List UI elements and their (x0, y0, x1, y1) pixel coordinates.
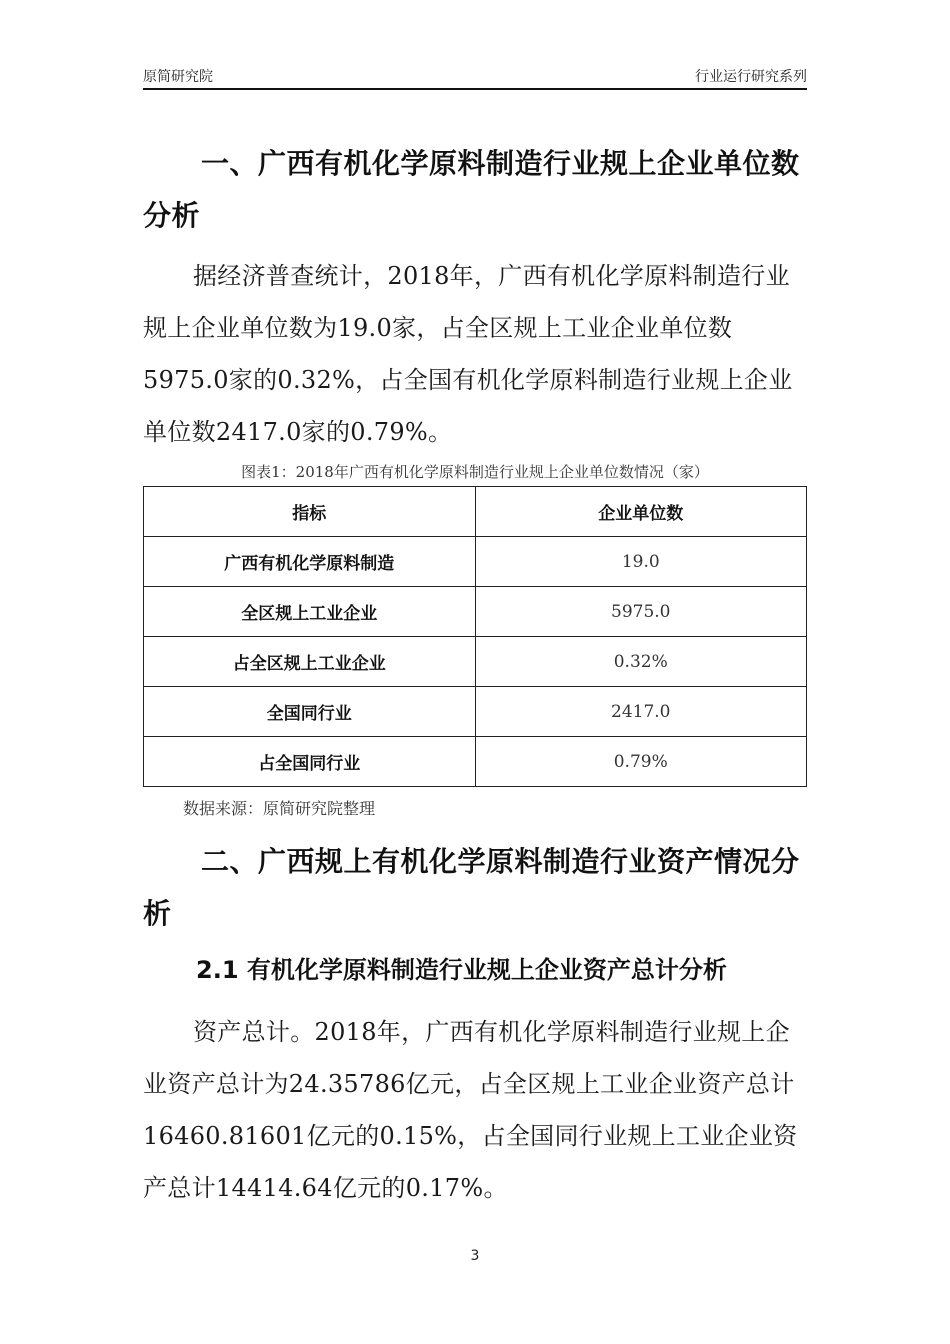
row-label: 全区规上工业企业 (144, 587, 476, 637)
table1-source-note: 数据来源：原简研究院整理 (183, 799, 376, 818)
subsection-2-1-title: 2.1 有机化学原料制造行业规上企业资产总计分析 (196, 956, 727, 984)
column-header-enterprise-count: 企业单位数 (475, 487, 807, 537)
row-label: 占全区规上工业企业 (144, 637, 476, 687)
table-header-row (144, 487, 807, 537)
subsection-2-1-paragraph: 资产总计。2018年，广西有机化学原料制造行业规上企业资产总计为24.35786亿元，占全区规上工业企业资产总计16460.81601亿元的0.15%，占全国同行业规上工业企业资产总计14414.64亿元的0.17%。 (143, 1018, 798, 1202)
row-value: 19.0 (475, 537, 807, 587)
table-row (144, 537, 807, 587)
table-row (144, 737, 807, 787)
table-row (144, 687, 807, 737)
header-series-name: 行业运行研究系列 (695, 69, 807, 85)
row-label: 占全国同行业 (144, 737, 476, 787)
column-header-indicator: 指标 (144, 487, 476, 537)
page-header (143, 66, 807, 90)
table-row (144, 637, 807, 687)
header-org-name: 原简研究院 (143, 69, 213, 85)
row-value: 0.79% (475, 737, 807, 787)
row-value: 5975.0 (475, 587, 807, 637)
row-value: 2417.0 (475, 687, 807, 737)
section1-paragraph: 据经济普查统计，2018年，广西有机化学原料制造行业规上企业单位数为19.0家，占全区规上工业企业单位数5975.0家的0.32%，占全国有机化学原料制造行业规上企业单位数2417.0家的0.79%。 (143, 262, 793, 446)
table1-caption: 图表1：2018年广西有机化学原料制造行业规上企业单位数情况（家） (241, 463, 709, 481)
page-number: 3 (470, 1248, 480, 1264)
section1-title: 一、广西有机化学原料制造行业规上企业单位数分析 (143, 147, 800, 232)
table-row (144, 587, 807, 637)
row-label: 全国同行业 (144, 687, 476, 737)
row-label: 广西有机化学原料制造 (144, 537, 476, 587)
row-value: 0.32% (475, 637, 807, 687)
enterprise-count-table (143, 486, 807, 787)
section2-title: 二、广西规上有机化学原料制造行业资产情况分析 (143, 845, 800, 930)
